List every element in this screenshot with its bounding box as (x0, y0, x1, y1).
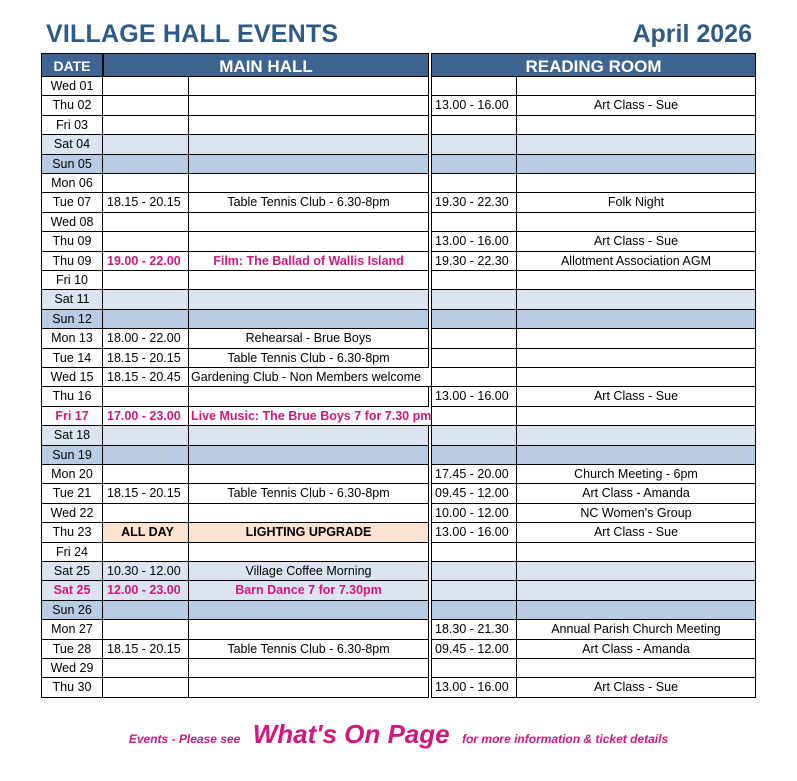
whats-on-link[interactable]: What's On Page (252, 719, 450, 749)
reading-room-event-cell (517, 659, 756, 678)
main-hall-time-cell (103, 77, 189, 96)
main-hall-time-cell (103, 213, 189, 232)
reading-room-event-cell (517, 174, 756, 193)
column-header-main-hall: MAIN HALL (103, 53, 429, 77)
reading-room-time-cell: 17.45 - 20.00 (431, 465, 517, 484)
reading-room-event-cell (517, 290, 756, 309)
reading-room-event-cell (517, 426, 756, 445)
table-row (41, 135, 756, 154)
footer-post: for more information & ticket details (462, 732, 669, 746)
reading-room-time-cell (431, 135, 517, 154)
date-cell: Mon 27 (41, 620, 103, 639)
date-cell: Thu 09 (41, 252, 103, 271)
main-hall-time-cell (103, 387, 189, 406)
main-hall-event-cell: Film: The Ballad of Wallis Island (189, 252, 429, 271)
table-row (41, 407, 756, 426)
reading-room-time-cell (431, 174, 517, 193)
date-cell: Fri 10 (41, 271, 103, 290)
reading-room-time-cell (431, 329, 517, 348)
reading-room-event-cell (517, 329, 756, 348)
main-hall-event-cell: Table Tennis Club - 6.30-8pm (189, 193, 429, 212)
main-hall-event-cell (189, 620, 429, 639)
main-hall-event-cell (189, 213, 429, 232)
main-hall-event-cell (189, 601, 429, 620)
table-row (41, 601, 756, 620)
main-hall-time-cell: 10.30 - 12.00 (103, 562, 189, 581)
date-cell: Mon 20 (41, 465, 103, 484)
main-hall-event-cell: LIGHTING UPGRADE (189, 523, 429, 542)
reading-room-time-cell: 13.00 - 16.00 (431, 232, 517, 251)
main-hall-event-cell (189, 310, 429, 329)
date-cell: Tue 14 (41, 349, 103, 368)
main-hall-event-cell: Rehearsal - Brue Boys (189, 329, 429, 348)
reading-room-time-cell: 10.00 - 12.00 (431, 504, 517, 523)
main-hall-time-cell (103, 446, 189, 465)
date-cell: Mon 13 (41, 329, 103, 348)
main-hall-event-cell (189, 290, 429, 309)
reading-room-time-cell (431, 581, 517, 600)
table-row (41, 620, 756, 639)
date-cell: Fri 17 (41, 407, 103, 426)
reading-room-time-cell (431, 349, 517, 368)
reading-room-time-cell (431, 659, 517, 678)
date-cell: Tue 28 (41, 640, 103, 659)
main-hall-time-cell: 19.00 - 22.00 (103, 252, 189, 271)
table-row (41, 504, 756, 523)
date-cell: Thu 23 (41, 523, 103, 542)
reading-room-time-cell (431, 290, 517, 309)
main-hall-time-cell: 18.15 - 20.15 (103, 349, 189, 368)
reading-room-event-cell: Annual Parish Church Meeting (517, 620, 756, 639)
date-cell: Sat 25 (41, 562, 103, 581)
reading-room-time-cell: 09.45 - 12.00 (431, 484, 517, 503)
main-hall-time-cell: 18.15 - 20.15 (103, 640, 189, 659)
reading-room-event-cell (517, 543, 756, 562)
reading-room-time-cell: 13.00 - 16.00 (431, 678, 517, 697)
reading-room-event-cell (517, 310, 756, 329)
main-hall-event-cell: Table Tennis Club - 6.30-8pm (189, 640, 429, 659)
reading-room-time-cell: 13.00 - 16.00 (431, 523, 517, 542)
table-row (41, 290, 756, 309)
main-hall-event-cell: Village Coffee Morning (189, 562, 429, 581)
table-row (41, 155, 756, 174)
main-hall-time-cell (103, 135, 189, 154)
date-cell: Thu 09 (41, 232, 103, 251)
main-hall-time-cell: 12.00 - 23.00 (103, 581, 189, 600)
reading-room-event-cell (517, 562, 756, 581)
main-hall-event-cell (189, 446, 429, 465)
date-cell: Sat 04 (41, 135, 103, 154)
footer-pre: Events - Please see (128, 732, 241, 746)
main-hall-time-cell: ALL DAY (103, 523, 189, 542)
table-row (41, 96, 756, 115)
table-row (41, 523, 756, 542)
reading-room-time-cell (431, 543, 517, 562)
table-row (41, 446, 756, 465)
reading-room-event-cell: Art Class - Amanda (517, 640, 756, 659)
reading-room-event-cell: Art Class - Sue (517, 96, 756, 115)
reading-room-event-cell (517, 77, 756, 96)
reading-room-event-cell (517, 213, 756, 232)
table-row (41, 77, 756, 96)
reading-room-event-cell (517, 135, 756, 154)
date-cell: Sat 25 (41, 581, 103, 600)
date-cell: Sat 11 (41, 290, 103, 309)
date-cell: Tue 21 (41, 484, 103, 503)
reading-room-time-cell (431, 562, 517, 581)
table-row (41, 349, 756, 368)
reading-room-event-cell: Art Class - Sue (517, 387, 756, 406)
reading-room-event-cell: Folk Night (517, 193, 756, 212)
reading-room-time-cell (431, 446, 517, 465)
main-hall-time-cell (103, 601, 189, 620)
main-hall-event-cell (189, 465, 429, 484)
main-hall-event-cell (189, 232, 429, 251)
table-row (41, 193, 756, 212)
main-hall-event-cell (189, 174, 429, 193)
reading-room-event-cell (517, 446, 756, 465)
table-row (41, 484, 756, 503)
reading-room-event-cell (517, 155, 756, 174)
reading-room-event-cell: Art Class - Sue (517, 678, 756, 697)
reading-room-time-cell: 19.30 - 22.30 (431, 193, 517, 212)
main-hall-time-cell (103, 543, 189, 562)
reading-room-event-cell: Art Class - Sue (517, 232, 756, 251)
date-cell: Wed 29 (41, 659, 103, 678)
reading-room-time-cell: 18.30 - 21.30 (431, 620, 517, 639)
reading-room-time-cell: 13.00 - 16.00 (431, 96, 517, 115)
main-hall-time-cell (103, 232, 189, 251)
main-hall-time-cell (103, 116, 189, 135)
column-header-date: DATE (41, 53, 103, 77)
main-hall-time-cell: 17.00 - 23.00 (103, 407, 189, 426)
date-cell: Mon 06 (41, 174, 103, 193)
table-row (41, 387, 756, 406)
main-hall-event-cell (189, 426, 429, 445)
reading-room-time-cell: 09.45 - 12.00 (431, 640, 517, 659)
main-hall-time-cell: 18.15 - 20.45 (103, 368, 189, 387)
reading-room-event-cell (517, 581, 756, 600)
table-row (41, 271, 756, 290)
table-row (41, 543, 756, 562)
reading-room-event-cell (517, 368, 756, 387)
main-hall-time-cell: 18.15 - 20.15 (103, 484, 189, 503)
table-row (41, 213, 756, 232)
reading-room-event-cell (517, 271, 756, 290)
footer-note (0, 719, 797, 750)
reading-room-time-cell (431, 116, 517, 135)
date-cell: Fri 03 (41, 116, 103, 135)
main-hall-time-cell (103, 620, 189, 639)
main-hall-time-cell (103, 678, 189, 697)
main-hall-time-cell (103, 155, 189, 174)
month-label: April 2026 (632, 20, 752, 48)
main-hall-event-cell: Gardening Club - Non Members welcome (189, 368, 431, 387)
main-hall-time-cell (103, 310, 189, 329)
date-cell: Sat 18 (41, 426, 103, 445)
main-hall-time-cell: 18.00 - 22.00 (103, 329, 189, 348)
date-cell: Fri 24 (41, 543, 103, 562)
date-cell: Wed 22 (41, 504, 103, 523)
main-hall-event-cell (189, 96, 429, 115)
table-row (41, 581, 756, 600)
reading-room-event-cell: Art Class - Amanda (517, 484, 756, 503)
main-hall-event-cell (189, 387, 429, 406)
date-cell: Tue 07 (41, 193, 103, 212)
reading-room-time-cell (431, 368, 517, 387)
date-cell: Sun 12 (41, 310, 103, 329)
reading-room-time-cell (431, 271, 517, 290)
main-hall-event-cell (189, 77, 429, 96)
reading-room-event-cell (517, 349, 756, 368)
main-hall-time-cell (103, 504, 189, 523)
date-cell: Sun 26 (41, 601, 103, 620)
reading-room-time-cell: 19.30 - 22.30 (431, 252, 517, 271)
reading-room-event-cell: Church Meeting - 6pm (517, 465, 756, 484)
reading-room-event-cell (517, 601, 756, 620)
main-hall-event-cell (189, 116, 429, 135)
main-hall-event-cell: Table Tennis Club - 6.30-8pm (189, 349, 429, 368)
main-hall-event-cell: Barn Dance 7 for 7.30pm (189, 581, 429, 600)
reading-room-time-cell (431, 426, 517, 445)
main-hall-event-cell (189, 678, 429, 697)
table-row (41, 465, 756, 484)
main-hall-time-cell (103, 426, 189, 445)
table-row (41, 678, 756, 697)
table-row (41, 329, 756, 348)
reading-room-time-cell (431, 407, 517, 426)
reading-room-time-cell (431, 77, 517, 96)
main-hall-event-cell (189, 504, 429, 523)
table-row (41, 310, 756, 329)
main-hall-time-cell (103, 659, 189, 678)
main-hall-event-cell (189, 135, 429, 154)
table-row (41, 640, 756, 659)
main-hall-time-cell (103, 174, 189, 193)
main-hall-event-cell: Live Music: The Brue Boys 7 for 7.30 pm (189, 407, 431, 426)
column-header-reading-room: READING ROOM (431, 53, 756, 77)
main-hall-event-cell (189, 543, 429, 562)
date-cell: Wed 01 (41, 77, 103, 96)
table-row (41, 174, 756, 193)
main-hall-event-cell (189, 271, 429, 290)
reading-room-event-cell (517, 116, 756, 135)
main-hall-time-cell (103, 290, 189, 309)
date-cell: Thu 30 (41, 678, 103, 697)
page-title: VILLAGE HALL EVENTS (46, 20, 339, 48)
table-row (41, 426, 756, 445)
date-cell: Sun 05 (41, 155, 103, 174)
reading-room-time-cell (431, 155, 517, 174)
date-cell: Wed 08 (41, 213, 103, 232)
main-hall-time-cell (103, 465, 189, 484)
reading-room-time-cell (431, 310, 517, 329)
date-cell: Wed 15 (41, 368, 103, 387)
table-row (41, 562, 756, 581)
main-hall-time-cell: 18.15 - 20.15 (103, 193, 189, 212)
date-cell: Sun 19 (41, 446, 103, 465)
table-row (41, 252, 756, 271)
table-row (41, 368, 756, 387)
reading-room-event-cell: Allotment Association AGM (517, 252, 756, 271)
table-row (41, 659, 756, 678)
main-hall-event-cell (189, 659, 429, 678)
reading-room-event-cell (517, 407, 756, 426)
table-row (41, 116, 756, 135)
reading-room-time-cell: 13.00 - 16.00 (431, 387, 517, 406)
date-cell: Thu 16 (41, 387, 103, 406)
reading-room-event-cell: Art Class - Sue (517, 523, 756, 542)
table-row (41, 232, 756, 251)
main-hall-event-cell (189, 155, 429, 174)
reading-room-time-cell (431, 213, 517, 232)
date-cell: Thu 02 (41, 96, 103, 115)
reading-room-time-cell (431, 601, 517, 620)
main-hall-time-cell (103, 271, 189, 290)
main-hall-event-cell: Table Tennis Club - 6.30-8pm (189, 484, 429, 503)
main-hall-time-cell (103, 96, 189, 115)
reading-room-event-cell: NC Women's Group (517, 504, 756, 523)
